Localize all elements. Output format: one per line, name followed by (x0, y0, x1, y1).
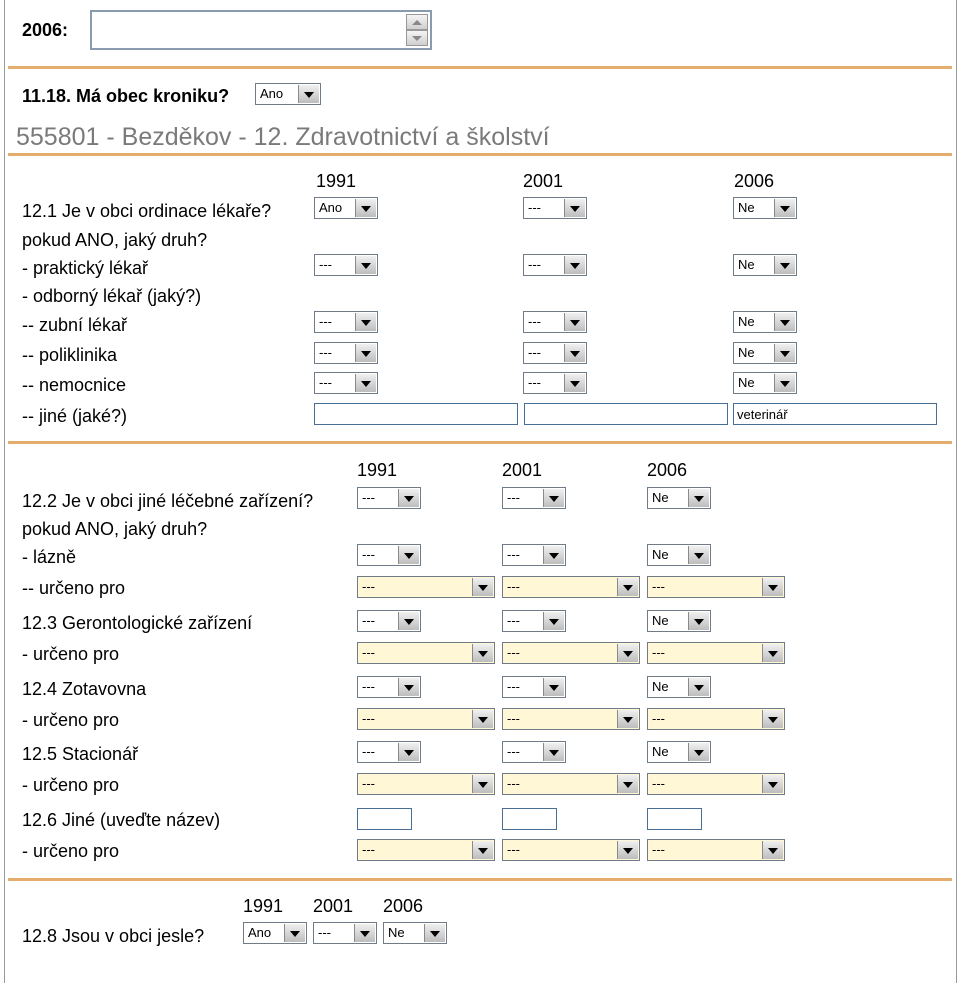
q12-1-specialist-label: - odborný lékař (jaký?) (22, 286, 202, 306)
q12-6-for-label: - určeno pro (22, 841, 120, 861)
q12-5-title: 12.5 Stacionář (22, 744, 139, 764)
q12-2-spa-for-label: -- určeno pro (22, 578, 126, 598)
chevron-down-icon (355, 374, 376, 392)
chevron-down-icon (355, 344, 376, 362)
chevron-down-icon (762, 644, 783, 662)
year-header-1991: 1991 (243, 896, 284, 916)
q12-1-other-label: -- jiné (jaké?) (22, 406, 128, 426)
q12-5-for-1991[interactable]: --- (357, 773, 495, 795)
chevron-down-icon (688, 678, 709, 696)
q12-3-select-1991[interactable]: --- (357, 610, 421, 632)
q12-5-select-2006[interactable]: Ne (647, 741, 711, 763)
chevron-down-icon (762, 710, 783, 728)
q12-8-title: 12.8 Jsou v obci jesle? (22, 926, 205, 946)
chevron-down-icon (617, 644, 638, 662)
q12-8-select-2006[interactable]: Ne (383, 922, 447, 944)
year-2006-label: 2006: (22, 20, 69, 40)
chevron-down-icon (617, 841, 638, 859)
chevron-down-icon (564, 313, 585, 331)
q12-1-dentist-2006[interactable]: Ne (733, 311, 797, 333)
chevron-down-icon (472, 710, 493, 728)
chevron-down-icon (564, 199, 585, 217)
chevron-down-icon (543, 612, 564, 630)
chevron-down-icon (762, 841, 783, 859)
chevron-down-icon (774, 199, 795, 217)
chevron-down-icon (298, 85, 319, 103)
q12-2-select-2006[interactable]: Ne (647, 487, 711, 509)
chevron-down-icon (774, 374, 795, 392)
q12-1-select-2001[interactable]: --- (523, 197, 587, 219)
chevron-down-icon (355, 313, 376, 331)
q12-3-for-label: - určeno pro (22, 644, 120, 664)
q12-6-2006-input[interactable] (647, 808, 702, 830)
q11-18-select[interactable]: Ano (255, 83, 321, 105)
q12-1-title: 12.1 Je v obci ordinace lékaře? (22, 201, 272, 221)
q12-1-other-2006-input[interactable]: veterinář (733, 403, 937, 425)
chevron-down-icon (762, 775, 783, 793)
chevron-down-icon (617, 578, 638, 596)
separator (8, 878, 952, 881)
q12-1-polyclinic-2006[interactable]: Ne (733, 342, 797, 364)
q12-5-for-label: - určeno pro (22, 775, 120, 795)
chevron-down-icon (398, 489, 419, 507)
chevron-down-icon (355, 256, 376, 274)
chevron-down-icon (398, 546, 419, 564)
q12-3-for-2001[interactable]: --- (502, 642, 640, 664)
q12-1-select-2006[interactable]: Ne (733, 197, 797, 219)
q12-2-spa-for-1991[interactable]: --- (357, 576, 495, 598)
year-header-2006: 2006 (383, 896, 424, 916)
chevron-down-icon (688, 612, 709, 630)
q12-1-other-1991-input[interactable] (314, 403, 518, 425)
chevron-down-icon (284, 924, 305, 942)
q12-5-for-2006[interactable]: --- (647, 773, 785, 795)
q12-4-for-2001[interactable]: --- (502, 708, 640, 730)
q12-6-2001-input[interactable] (502, 808, 557, 830)
chevron-down-icon (774, 313, 795, 331)
q12-1-hospital-2006[interactable]: Ne (733, 372, 797, 394)
q12-2-spa-1991[interactable]: --- (357, 544, 421, 566)
q12-1-dentist-2001[interactable]: --- (523, 311, 587, 333)
q12-4-for-1991[interactable]: --- (357, 708, 495, 730)
year-header-1991: 1991 (357, 460, 398, 480)
q12-2-select-2001[interactable]: --- (502, 487, 566, 509)
q12-4-select-2006[interactable]: Ne (647, 676, 711, 698)
year-header-2001: 2001 (313, 896, 354, 916)
section-title: 555801 - Bezděkov - 12. Zdravotnictví a školství (16, 123, 550, 151)
q12-6-title: 12.6 Jiné (uveďte název) (22, 810, 221, 830)
year-header-2006: 2006 (647, 460, 688, 480)
q12-1-practical-label: - praktický lékař (22, 258, 149, 278)
q12-4-for-2006[interactable]: --- (647, 708, 785, 730)
q12-1-dentist-1991[interactable]: --- (314, 311, 378, 333)
q12-4-select-1991[interactable]: --- (357, 676, 421, 698)
year-header-2001: 2001 (523, 171, 564, 191)
q12-1-practical-1991[interactable]: --- (314, 254, 378, 276)
q12-3-for-1991[interactable]: --- (357, 642, 495, 664)
chevron-down-icon (688, 489, 709, 507)
chevron-down-icon (688, 743, 709, 761)
q12-3-for-2006[interactable]: --- (647, 642, 785, 664)
chevron-down-icon (564, 374, 585, 392)
q12-3-select-2001[interactable]: --- (502, 610, 566, 632)
chevron-down-icon (543, 546, 564, 564)
page-right-border (956, 0, 957, 983)
chevron-down-icon (472, 578, 493, 596)
separator (8, 441, 952, 444)
q12-4-select-2001[interactable]: --- (502, 676, 566, 698)
scroll-up-icon[interactable] (406, 14, 428, 30)
q12-2-spa-for-2006[interactable]: --- (647, 576, 785, 598)
q12-6-for-2006[interactable]: --- (647, 839, 785, 861)
q11-18-label: 11.18. Má obec kroniku? (22, 86, 230, 106)
chevron-down-icon (543, 743, 564, 761)
q12-2-spa-2001[interactable]: --- (502, 544, 566, 566)
q12-8-select-2001[interactable]: --- (313, 922, 377, 944)
q12-1-polyclinic-2001[interactable]: --- (523, 342, 587, 364)
q12-1-polyclinic-1991[interactable]: --- (314, 342, 378, 364)
chevron-down-icon (472, 644, 493, 662)
chevron-down-icon (354, 924, 375, 942)
year-header-2001: 2001 (502, 460, 543, 480)
q12-2-spa-2006[interactable]: Ne (647, 544, 711, 566)
chevron-down-icon (355, 199, 376, 217)
q12-1-other-2001-input[interactable] (524, 403, 728, 425)
q12-1-polyclinic-label: -- poliklinika (22, 345, 118, 365)
q12-2-spa-for-2001[interactable]: --- (502, 576, 640, 598)
separator (8, 153, 952, 156)
scroll-down-icon[interactable] (406, 30, 428, 46)
chevron-down-icon (472, 775, 493, 793)
q12-1-dentist-label: -- zubní lékař (22, 315, 128, 335)
chevron-down-icon (398, 678, 419, 696)
q12-3-select-2006[interactable]: Ne (647, 610, 711, 632)
q12-5-select-1991[interactable]: --- (357, 741, 421, 763)
q12-1-hospital-label: -- nemocnice (22, 375, 127, 395)
q12-3-title: 12.3 Gerontologické zařízení (22, 613, 253, 633)
q12-2-kind-label: pokud ANO, jaký druh? (22, 519, 208, 539)
chevron-down-icon (774, 344, 795, 362)
chevron-down-icon (398, 612, 419, 630)
q12-6-for-1991[interactable]: --- (357, 839, 495, 861)
chevron-down-icon (774, 256, 795, 274)
q12-1-select-1991[interactable]: Ano (314, 197, 378, 219)
year-header-1991: 1991 (316, 171, 357, 191)
q12-2-select-1991[interactable]: --- (357, 487, 421, 509)
chevron-down-icon (564, 344, 585, 362)
chevron-down-icon (762, 578, 783, 596)
q12-4-title: 12.4 Zotavovna (22, 679, 147, 699)
q12-6-for-2001[interactable]: --- (502, 839, 640, 861)
q12-1-practical-2006[interactable]: Ne (733, 254, 797, 276)
q12-1-practical-2001[interactable]: --- (523, 254, 587, 276)
q12-4-for-label: - určeno pro (22, 710, 120, 730)
chevron-down-icon (564, 256, 585, 274)
chevron-down-icon (543, 678, 564, 696)
q12-1-kind-label: pokud ANO, jaký druh? (22, 230, 208, 250)
q12-8-select-1991[interactable]: Ano (243, 922, 307, 944)
q12-1-hospital-1991[interactable]: --- (314, 372, 378, 394)
separator (8, 66, 952, 69)
chevron-down-icon (472, 841, 493, 859)
chevron-down-icon (688, 546, 709, 564)
page-left-border (4, 0, 5, 983)
chevron-down-icon (424, 924, 445, 942)
chevron-down-icon (617, 710, 638, 728)
year-2006-textarea[interactable] (90, 10, 432, 50)
year-header-2006: 2006 (734, 171, 775, 191)
q12-2-title: 12.2 Je v obci jiné léčebné zařízení? (22, 491, 314, 511)
q12-1-hospital-2001[interactable]: --- (523, 372, 587, 394)
chevron-down-icon (398, 743, 419, 761)
q12-5-select-2001[interactable]: --- (502, 741, 566, 763)
q12-2-spa-label: - lázně (22, 547, 77, 567)
chevron-down-icon (617, 775, 638, 793)
q12-6-1991-input[interactable] (357, 808, 412, 830)
q12-5-for-2001[interactable]: --- (502, 773, 640, 795)
chevron-down-icon (543, 489, 564, 507)
